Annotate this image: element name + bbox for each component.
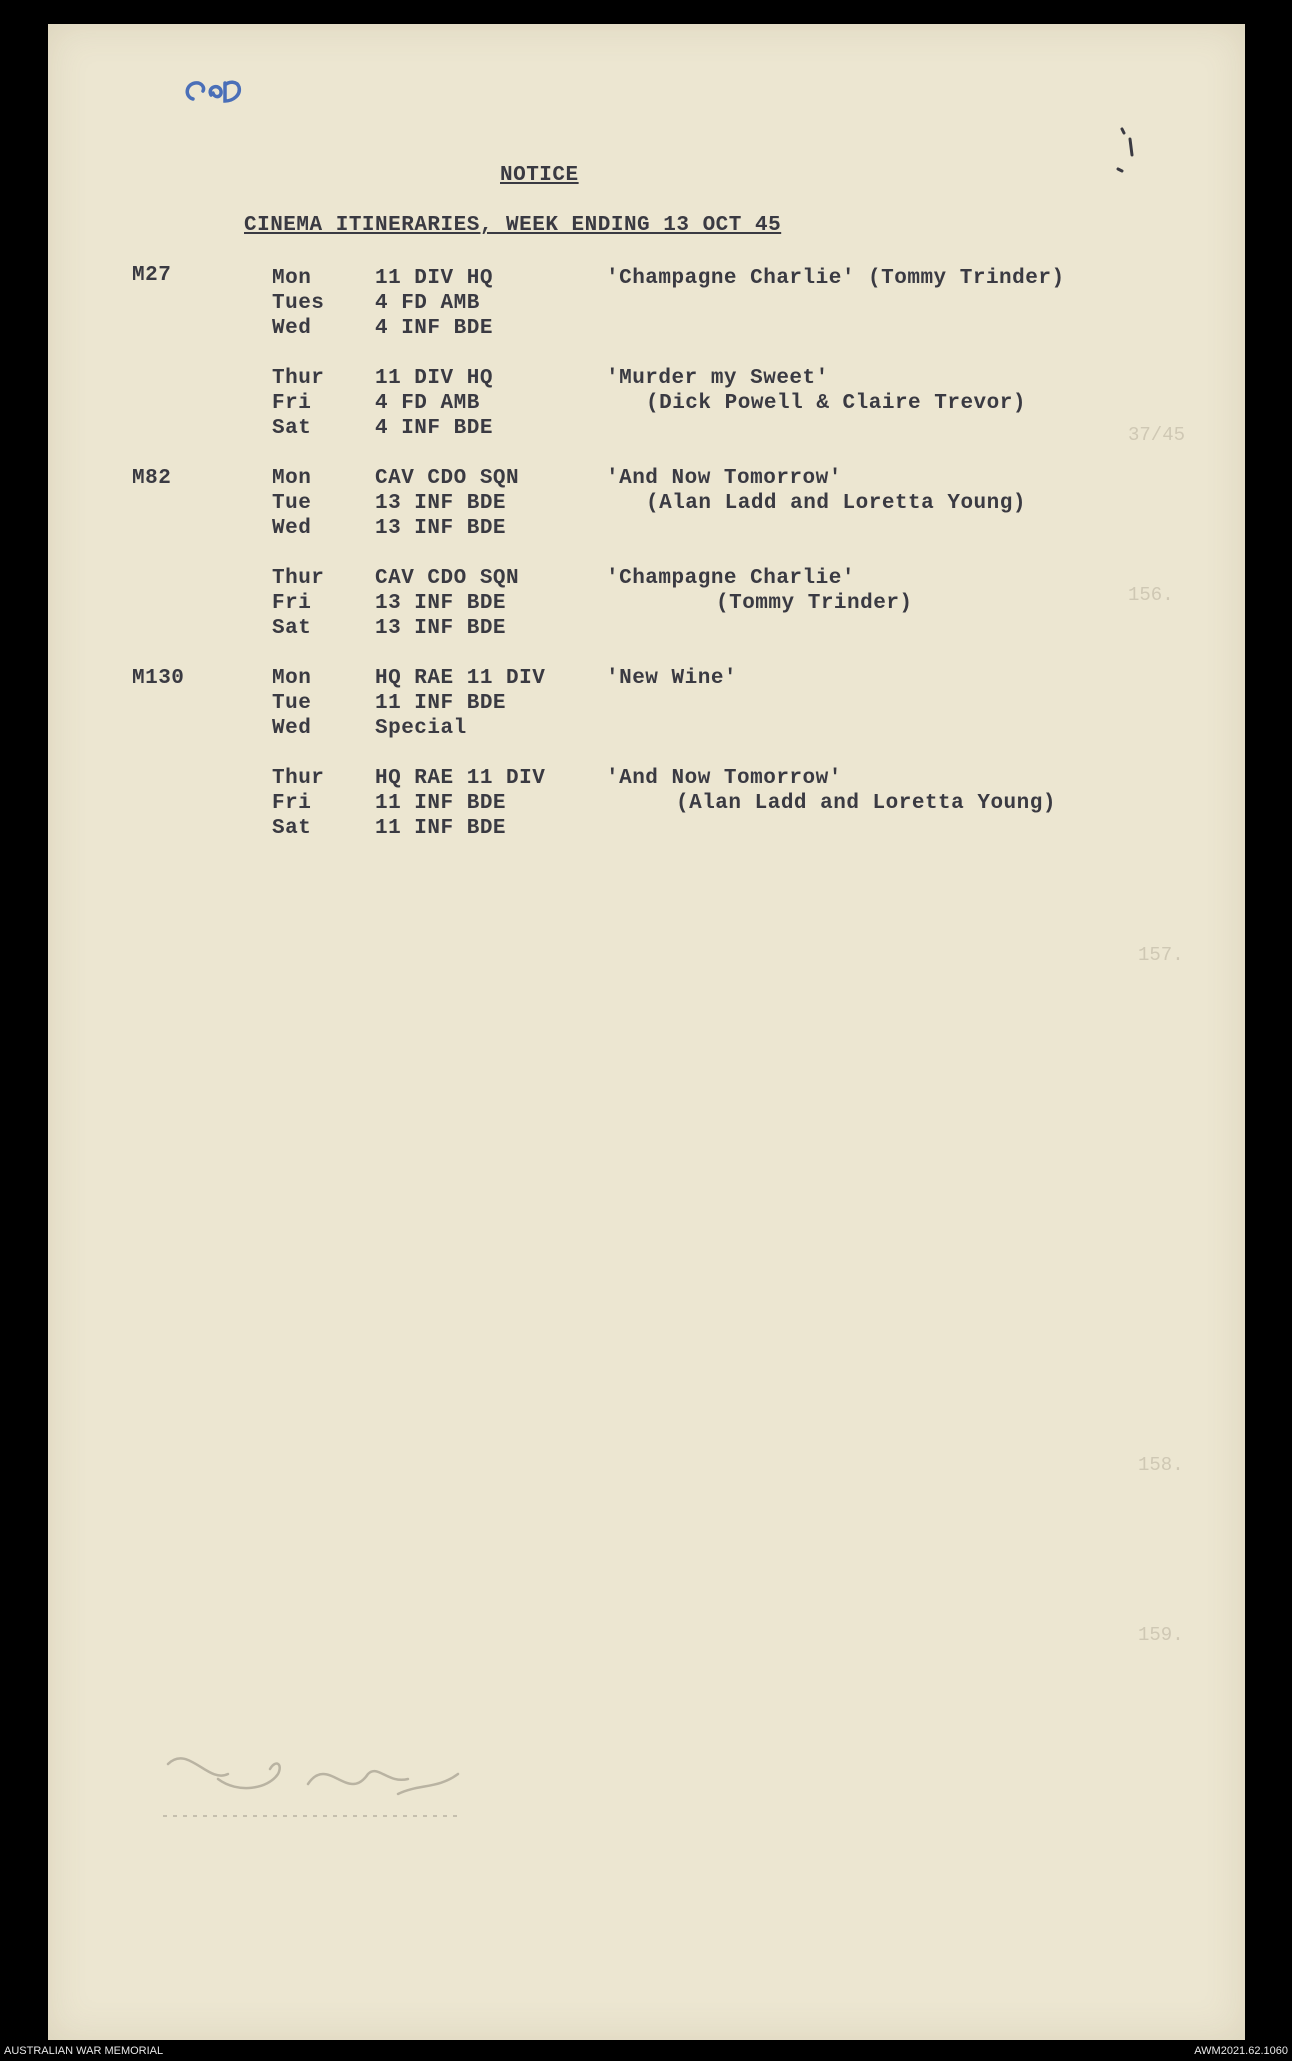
schedule-day: Sat (272, 817, 312, 840)
schedule-day: Mon (272, 267, 312, 290)
schedule-film: (Tommy Trinder) (716, 592, 913, 615)
schedule-day: Tues (272, 292, 325, 315)
schedule-film: 'New Wine' (606, 667, 738, 690)
schedule-day: Fri (272, 392, 312, 415)
schedule-location: 11 INF BDE (375, 792, 507, 815)
schedule-film: 'Murder my Sweet' (606, 367, 829, 390)
circuit-unit: M82 (132, 467, 172, 490)
schedule-day: Sat (272, 417, 312, 440)
footer-accession: AWM2021.62.1060 (1194, 2045, 1288, 2057)
schedule-film: 'Champagne Charlie' (606, 567, 855, 590)
handwritten-mark-icon (181, 71, 261, 111)
schedule-location: HQ RAE 11 DIV (375, 667, 546, 690)
schedule-location: 4 FD AMB (375, 292, 480, 315)
bleed-through: 159. (1138, 1624, 1184, 1646)
schedule-location: 11 INF BDE (375, 692, 507, 715)
schedule-location: 13 INF BDE (375, 517, 507, 540)
schedule-location: CAV CDO SQN (375, 567, 520, 590)
schedule-day: Mon (272, 467, 312, 490)
schedule-day: Fri (272, 792, 312, 815)
signature-icon (158, 1724, 468, 1834)
schedule-day: Thur (272, 767, 325, 790)
schedule-day: Tue (272, 692, 312, 715)
schedule-location: 4 FD AMB (375, 392, 480, 415)
schedule-location: 11 DIV HQ (375, 267, 493, 290)
schedule-day: Thur (272, 367, 325, 390)
schedule-day: Thur (272, 567, 325, 590)
page-title: NOTICE (500, 164, 579, 187)
schedule-location: 11 DIV HQ (375, 367, 493, 390)
circuit-unit: M130 (132, 667, 185, 690)
document-page (48, 24, 1245, 2040)
stray-mark-icon (1108, 119, 1148, 179)
schedule-day: Tue (272, 492, 312, 515)
footer-source: AUSTRALIAN WAR MEMORIAL (4, 2045, 164, 2057)
schedule-location: 13 INF BDE (375, 617, 507, 640)
schedule-film: 'And Now Tomorrow' (606, 467, 842, 490)
schedule-location: 13 INF BDE (375, 592, 507, 615)
circuit-unit: M27 (132, 264, 172, 287)
schedule-day: Sat (272, 617, 312, 640)
schedule-day: Wed (272, 317, 312, 340)
schedule-location: CAV CDO SQN (375, 467, 520, 490)
bleed-through: 157. (1138, 944, 1184, 966)
bleed-through: 158. (1138, 1454, 1184, 1476)
schedule-location: HQ RAE 11 DIV (375, 767, 546, 790)
schedule-location: 11 INF BDE (375, 817, 507, 840)
bleed-through: 156. (1128, 584, 1174, 606)
schedule-location: Special (375, 717, 467, 740)
schedule-day: Mon (272, 667, 312, 690)
schedule-day: Wed (272, 717, 312, 740)
schedule-location: 13 INF BDE (375, 492, 507, 515)
schedule-film: (Alan Ladd and Loretta Young) (646, 492, 1026, 515)
page-subtitle: CINEMA ITINERARIES, WEEK ENDING 13 OCT 45 (244, 214, 782, 237)
schedule-film: 'And Now Tomorrow' (606, 767, 842, 790)
schedule-film: 'Champagne Charlie' (Tommy Trinder) (606, 267, 1065, 290)
schedule-day: Wed (272, 517, 312, 540)
schedule-film: (Alan Ladd and Loretta Young) (676, 792, 1056, 815)
schedule-location: 4 INF BDE (375, 317, 493, 340)
schedule-day: Fri (272, 592, 312, 615)
bleed-through: 37/45 (1128, 424, 1186, 446)
schedule-film: (Dick Powell & Claire Trevor) (646, 392, 1026, 415)
schedule-location: 4 INF BDE (375, 417, 493, 440)
